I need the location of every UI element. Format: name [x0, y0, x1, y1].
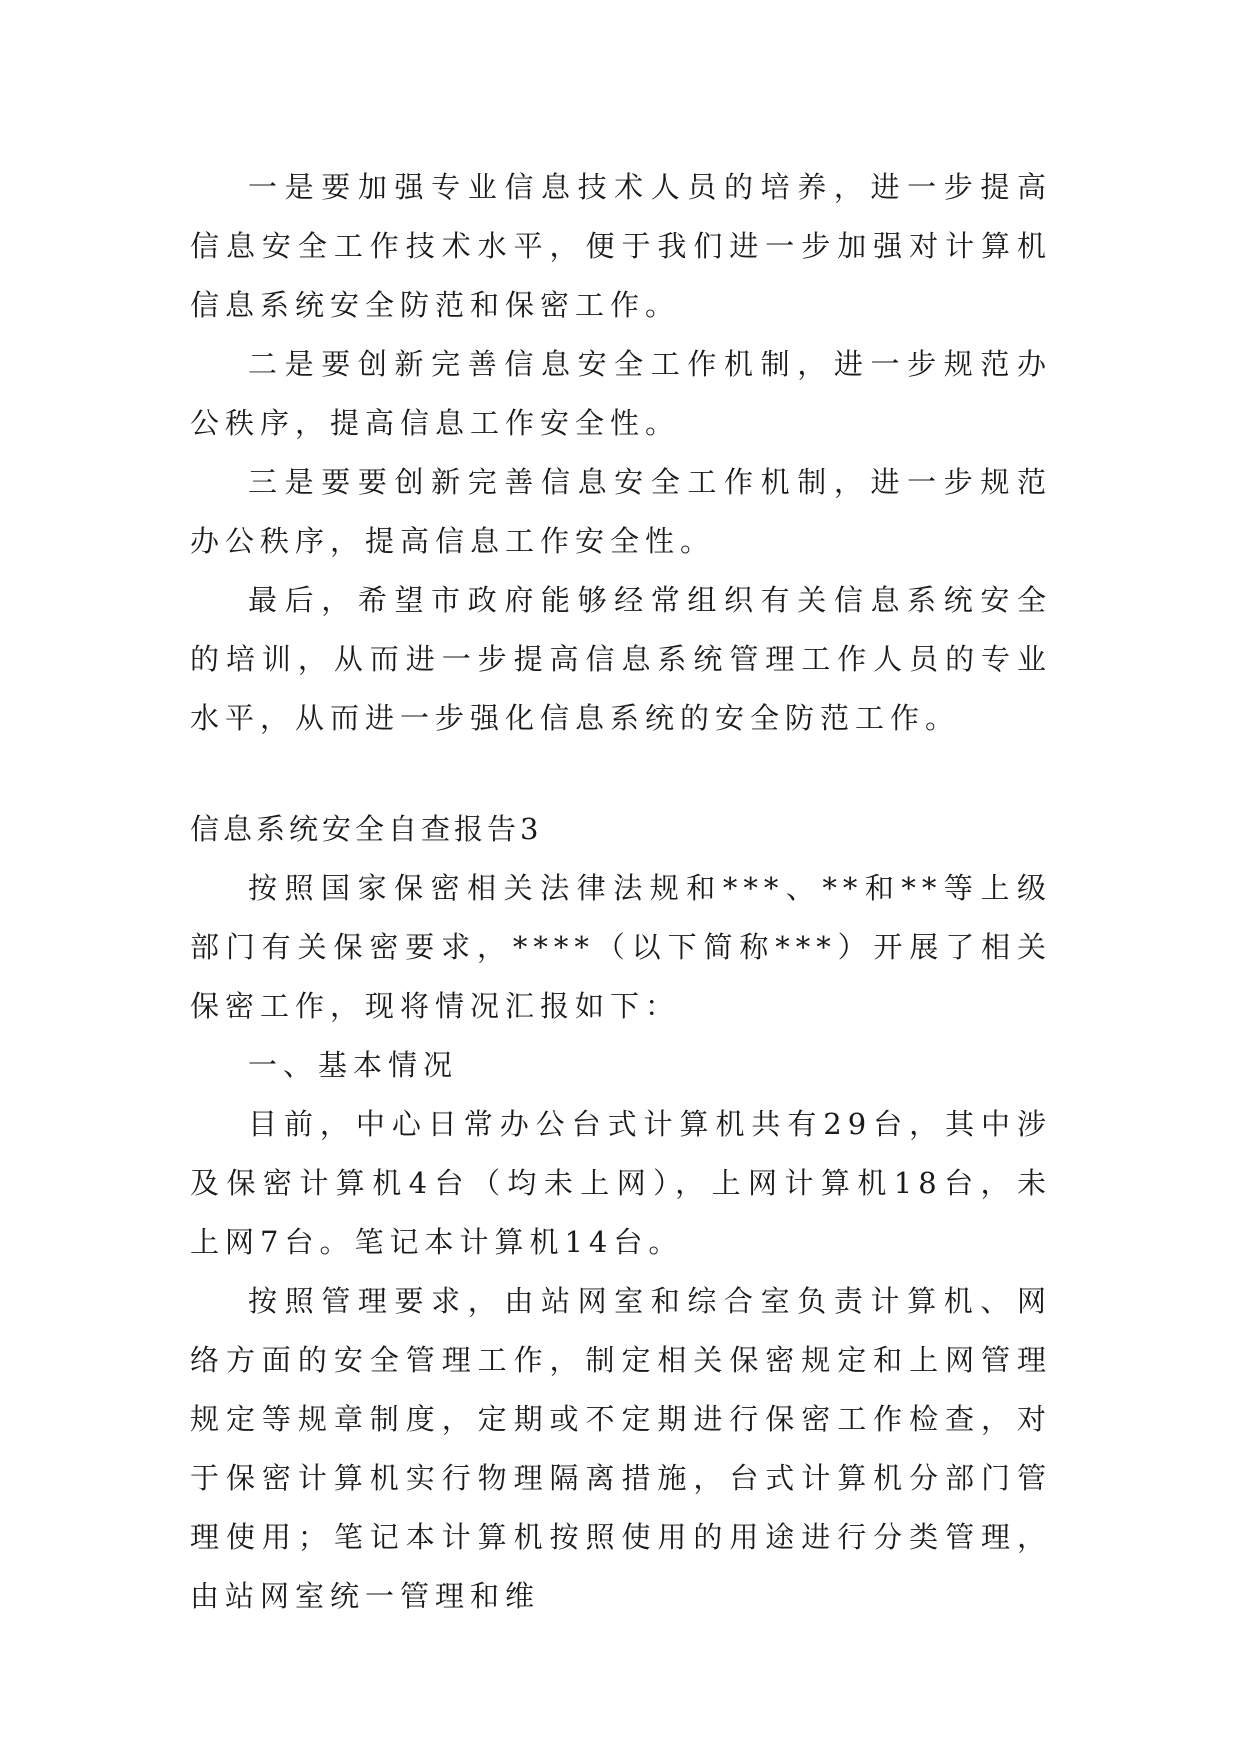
paragraph-point-two: 二是要创新完善信息安全工作机制，进一步规范办公秩序，提高信息工作安全性。 [190, 347, 1052, 440]
paragraph-intro: 按照国家保密相关法律法规和***、**和**等上级部门有关保密要求，****（以下简称***）开展了相关保密工作，现将情况汇报如下： [190, 871, 1052, 1023]
subheading-basic-situation: 一、基本情况 [248, 1048, 459, 1082]
section-title: 信息系统安全自查报告3 [190, 812, 543, 846]
paragraph-conclusion: 最后，希望市政府能够经常组织有关信息系统安全的培训，从而进一步提高信息系统管理工作人员的专业水平，从而进一步强化信息系统的安全防范工作。 [190, 583, 1052, 735]
section-gap [190, 748, 1052, 800]
paragraph-computer-count: 目前，中心日常办公台式计算机共有29台，其中涉及保密计算机4台（均未上网），上网计算机18台，未上网7台。笔记本计算机14台。 [190, 1107, 1052, 1259]
paragraph-management: 按照管理要求，由站网室和综合室负责计算机、网络方面的安全管理工作，制定相关保密规定和上网管理规定等规章制度，定期或不定期进行保密工作检查，对于保密计算机实行物理隔离措施，台式计算机分部门管理使用；笔记本计算机按照使用的用途进行分类管理，由站网室统一管理和维 [190, 1284, 1052, 1613]
document-body [190, 158, 1052, 1626]
paragraph-point-one: 一是要加强专业信息技术人员的培养，进一步提高信息安全工作技术水平，便于我们进一步加强对计算机信息系统安全防范和保密工作。 [190, 170, 1052, 322]
paragraph-point-three: 三是要要创新完善信息安全工作机制，进一步规范办公秩序，提高信息工作安全性。 [190, 465, 1052, 558]
